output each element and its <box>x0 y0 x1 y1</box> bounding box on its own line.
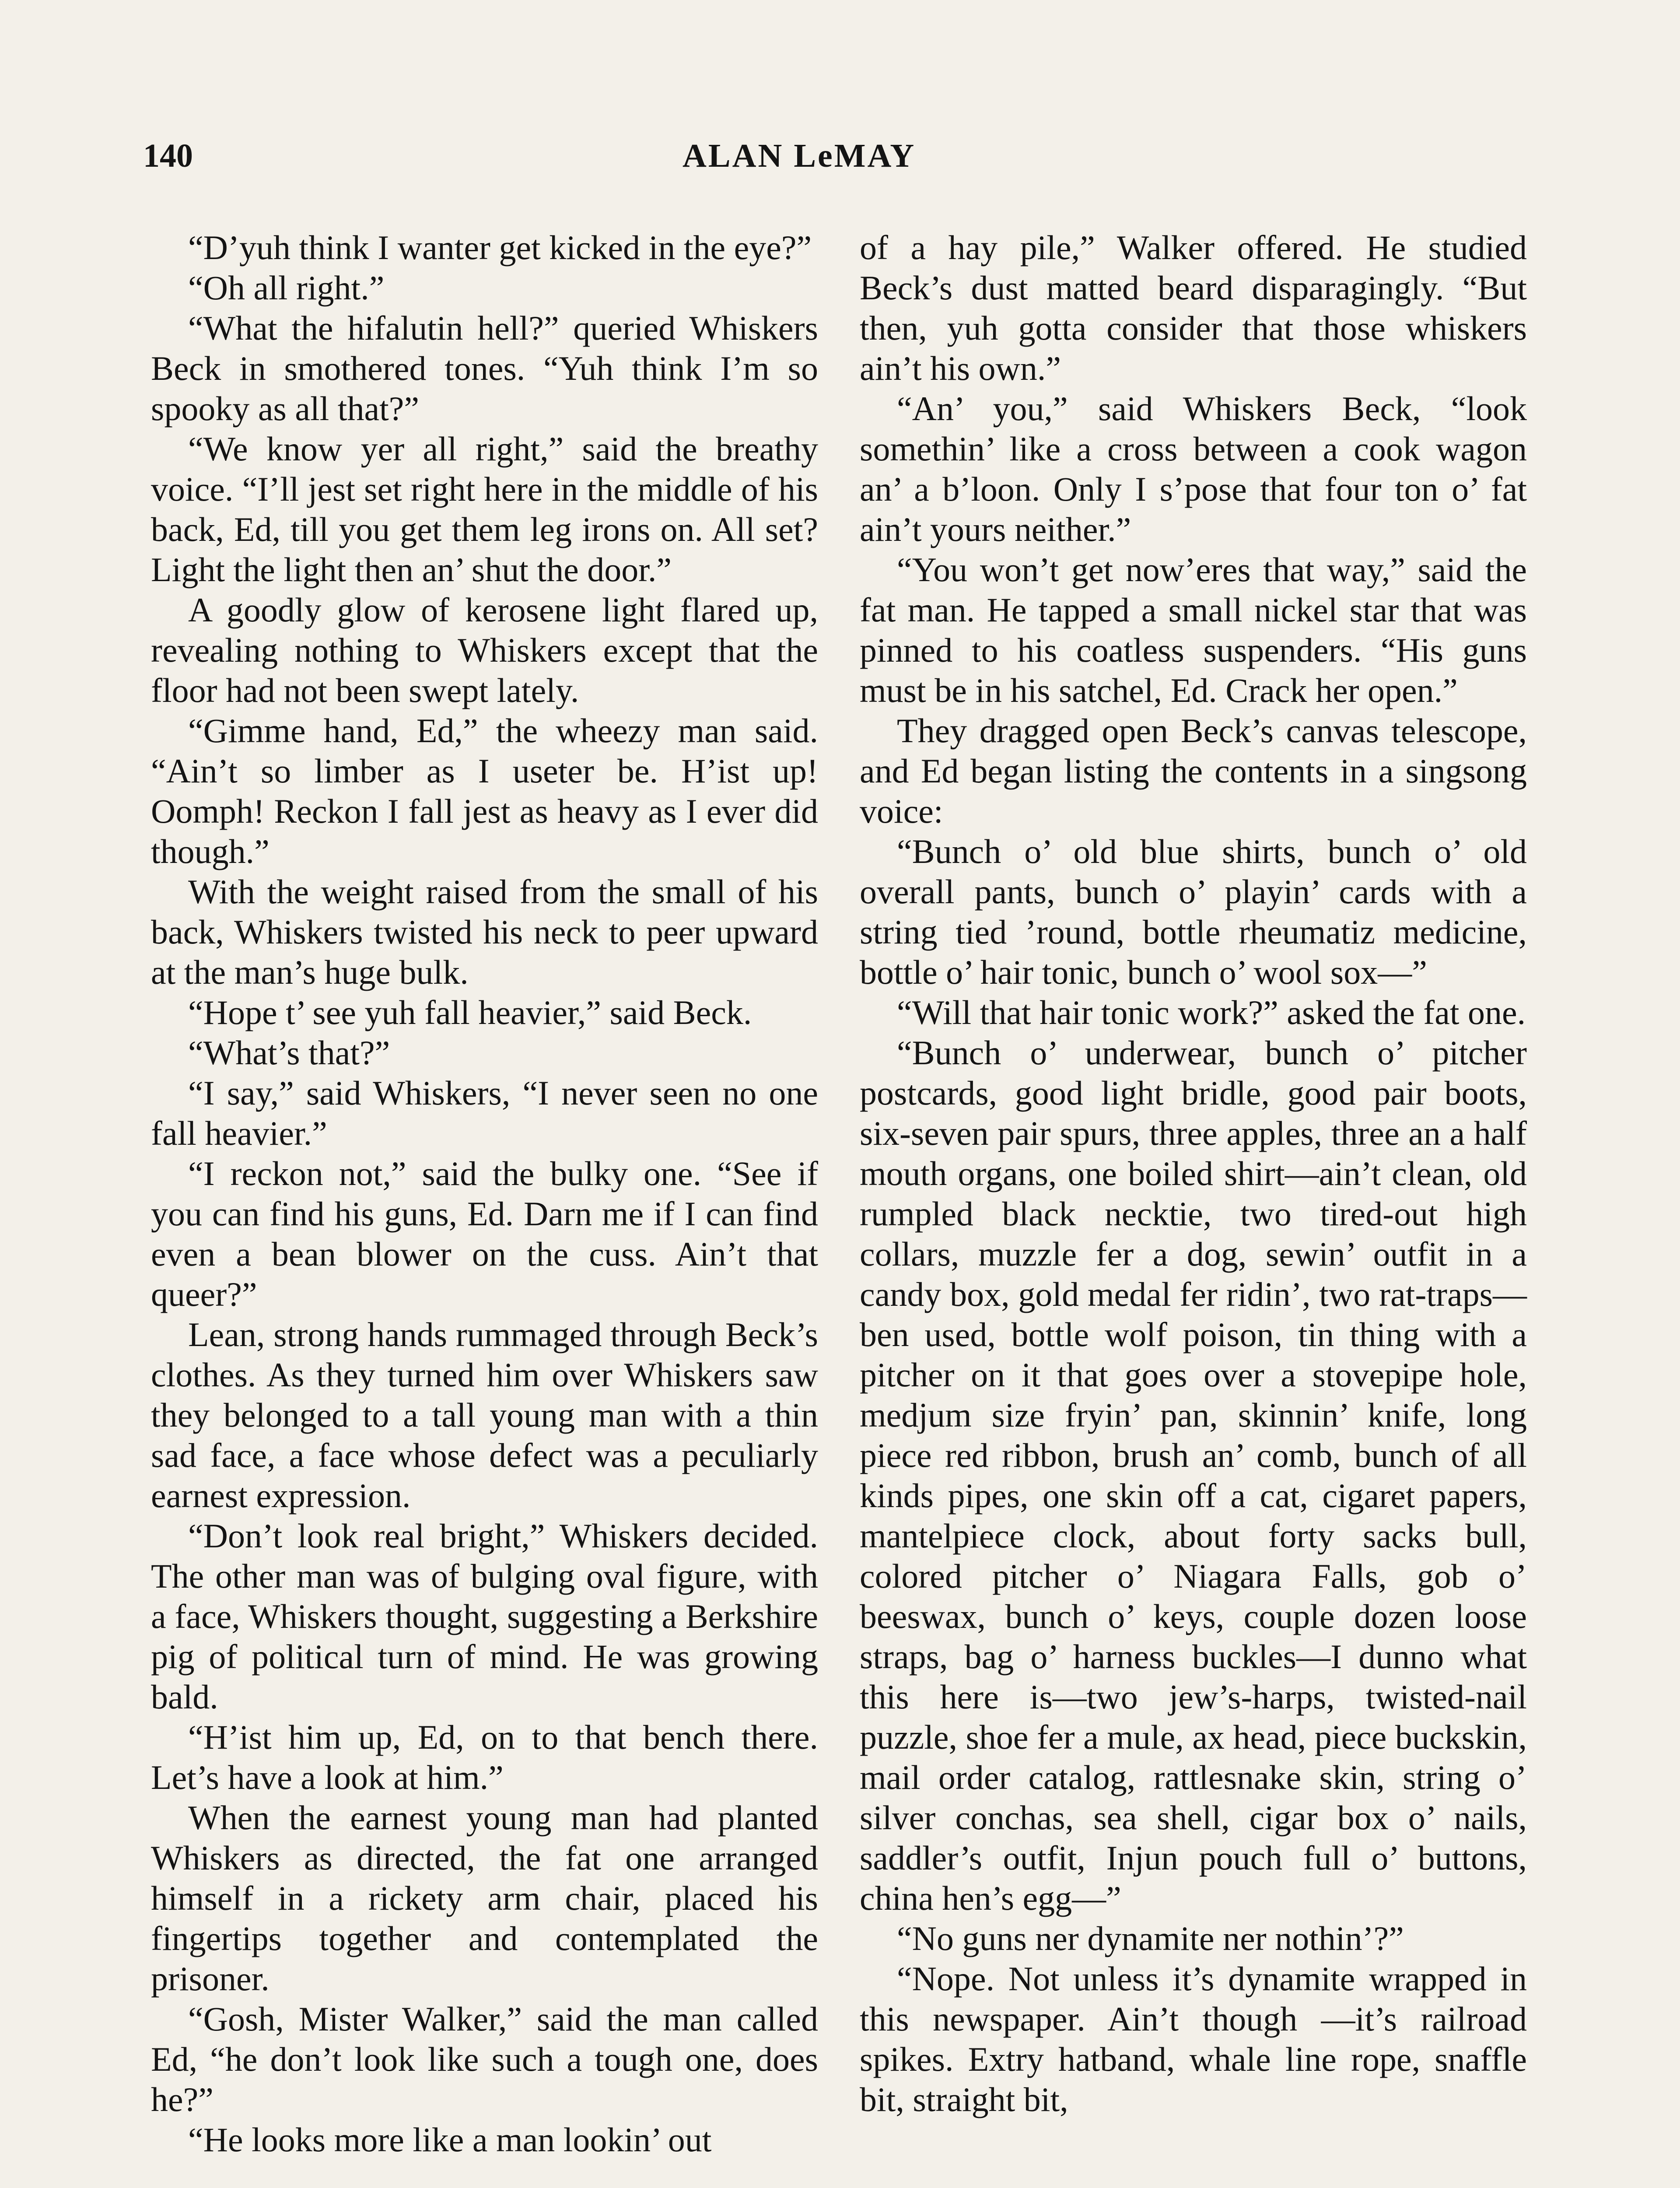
running-head: ALAN LeMAY <box>682 137 916 174</box>
paragraph: Lean, strong hands rummaged through Beck’s clothes. As they turned him over Whiskers saw they belonged to a tall young man with a thin sad face, a face whose defect was a peculiarly earnest expression. <box>151 1315 818 1515</box>
paragraph: A goodly glow of kerosene light flared up, revealing nothing to Whiskers except that the floor had not been swept lately. <box>151 591 818 709</box>
paragraph: With the weight raised from the small of his back, Whiskers twisted his neck to peer upward at the man’s huge bulk. <box>151 873 818 991</box>
paragraph: “No guns ner dynamite ner nothin’?” <box>897 1919 1404 1957</box>
paragraph: “I say,” said Whiskers, “I never seen no one fall heavier.” <box>151 1074 818 1152</box>
paragraph: “Gosh, Mister Walker,” said the man called Ed, “he don’t look like such a tough one, does he?” <box>151 2000 818 2118</box>
left-column <box>151 228 818 2160</box>
paragraph: “Don’t look real bright,” Whiskers decided. The other man was of bulging oval figure, with a face, Whiskers thought, suggesting a Berkshire pig of political turn of mind. He was growing bald. <box>151 1517 818 1716</box>
paragraph: “H’ist him up, Ed, on to that bench there. Let’s have a look at him.” <box>151 1718 818 1796</box>
paragraph: “What’s that?” <box>188 1034 390 1072</box>
paragraph: “We know yer all right,” said the breathy voice. “I’ll jest set right here in the middle of his back, Ed, till you get them leg irons on. All set? Light the light then an’ shut the door.” <box>151 430 818 589</box>
paragraph: They dragged open Beck’s canvas telescope, and Ed began listing the contents in a singsong voice: <box>860 712 1527 830</box>
paragraph: “An’ you,” said Whiskers Beck, “look somethin’ like a cross between a cook wagon an’ a b’loon. Only I s’pose that four ton o’ fat ain’t yours neither.” <box>860 389 1527 548</box>
paragraph: “Nope. Not unless it’s dynamite wrapped in this newspaper. Ain’t though —it’s railroad spikes. Extry hatband, whale line rope, snaffle bit, straight bit, <box>860 1960 1527 2118</box>
paragraph: When the earnest young man had planted Whiskers as directed, the fat one arranged himself in a rickety arm chair, placed his fingertips together and contemplated the prisoner. <box>151 1799 818 1998</box>
paragraph: “D’yuh think I wanter get kicked in the eye?” <box>188 228 812 266</box>
paragraph: “Gimme hand, Ed,” the wheezy man said. “Ain’t so limber as I useter be. H’ist up! Oomph! Reckon I fall jest as heavy as I ever did though.” <box>151 712 818 870</box>
paragraph: “Bunch o’ underwear, bunch o’ pitcher postcards, good light bridle, good pair boots, six-seven pair spurs, three apples, three an a half mouth organs, one boiled shirt—ain’t clean, old rumpled black necktie, two tired-out high collars, muzzle fer a dog, sewin’ outfit in a candy box, gold medal fer ridin’, two rat-traps—ben used, bottle wolf poison, tin thing with a pitcher on it that goes over a stovepipe hole, medjum size fryin’ pan, skinnin’ knife, long piece red ribbon, brush an’ comb, bunch of all kinds pipes, one skin off a cat, cigaret papers, mantelpiece clock, about forty sacks bull, colored pitcher o’ Niagara Falls, gob o’ beeswax, bunch o’ keys, couple dozen loose straps, bag o’ harness buckles—I dunno what this here is—two jew’s-harps, twisted-nail puzzle, shoe fer a mule, ax head, piece buckskin, mail order catalog, rattlesnake skin, string o’ silver conchas, sea shell, cigar box o’ nails, saddler’s outfit, Injun pouch full o’ buttons, china hen’s egg—” <box>860 1034 1527 1917</box>
paragraph: “What the hifalutin hell?” queried Whiskers Beck in smothered tones. “Yuh think I’m so spooky as all that?” <box>151 309 818 428</box>
paragraph: “Oh all right.” <box>188 269 385 307</box>
paragraph: “You won’t get now’eres that way,” said the fat man. He tapped a small nickel star that was pinned to his coatless suspenders. “His guns must be in his satchel, Ed. Crack her open.” <box>860 551 1527 709</box>
paragraph: “He looks more like a man lookin’ out <box>188 2121 712 2159</box>
paragraph: “I reckon not,” said the bulky one. “See if you can find his guns, Ed. Darn me if I can find even a bean blower on the cuss. Ain’t that queer?” <box>151 1154 818 1313</box>
paragraph: “Will that hair tonic work?” asked the fat one. <box>897 993 1526 1031</box>
paragraph: “Bunch o’ old blue shirts, bunch o’ old overall pants, bunch o’ playin’ cards with a string tied ’round, bottle rheumatiz medicine, bottle o’ hair tonic, bunch o’ wool sox—” <box>860 832 1527 991</box>
paragraph: “Hope t’ see yuh fall heavier,” said Beck. <box>188 993 752 1031</box>
right-column <box>860 228 1527 2120</box>
page-number: 140 <box>143 137 193 174</box>
paragraph-continuation: of a hay pile,” Walker offered. He studied Beck’s dust matted beard disparagingly. “But then, yuh gotta consider that those whiskers ain’t his own.” <box>860 228 1527 387</box>
